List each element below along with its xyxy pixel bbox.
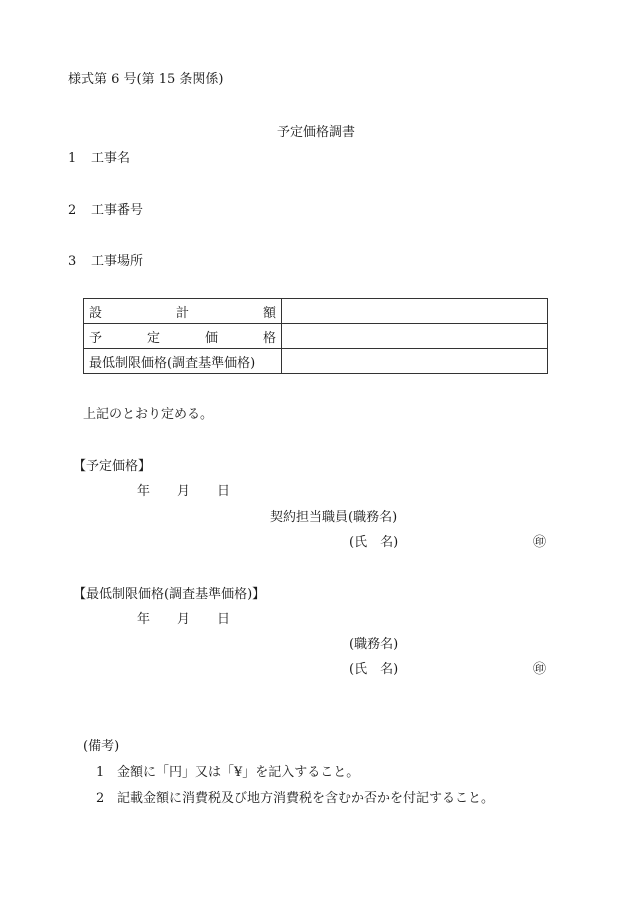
section-heading: 【最低制限価格(調査基準価格)】: [73, 587, 266, 602]
table-row: [84, 324, 548, 349]
item-label: 工事場所: [91, 254, 144, 269]
date-day: 日: [217, 484, 231, 499]
item-number: 1: [68, 151, 77, 166]
label-char: 設: [89, 305, 103, 321]
minimum-price-value: [282, 349, 548, 374]
date-year: 年: [137, 612, 151, 627]
note-text: 記載金額に消費税及び地方消費税を含むか否かを付記すること。: [117, 791, 495, 806]
note-number: 2: [96, 791, 105, 806]
notes-heading: (備考): [83, 739, 120, 754]
item-label: 工事番号: [91, 203, 144, 218]
label-char: 価: [204, 330, 218, 346]
label-char: 計: [175, 305, 189, 321]
note-number: 1: [96, 765, 105, 780]
item-label: 工事名: [91, 151, 131, 166]
label-char: 額: [262, 305, 276, 321]
label-char: 格: [262, 330, 276, 346]
table-label-cell: [84, 324, 282, 349]
item-number: 3: [68, 254, 77, 269]
table-label-cell: [84, 299, 282, 324]
form-header: 様式第 6 号(第 15 条関係): [68, 72, 224, 87]
official-title: (職務名): [349, 637, 399, 652]
seal-mark: ㊞: [533, 662, 547, 677]
planned-price-value: [282, 324, 548, 349]
date-day: 日: [217, 612, 231, 627]
table-row: [84, 349, 548, 374]
statement-text: 上記のとおり定める。: [83, 407, 214, 422]
date-year: 年: [137, 484, 151, 499]
note-text: 金額に「円」又は「¥」を記入すること。: [117, 765, 360, 780]
design-amount-value: [282, 299, 548, 324]
price-table: [83, 298, 548, 374]
label-char: 予: [89, 330, 103, 346]
date-month: 月: [177, 484, 191, 499]
seal-mark: ㊞: [533, 535, 547, 550]
date-month: 月: [177, 612, 191, 627]
table-row: [84, 299, 548, 324]
official-title: 契約担当職員(職務名): [270, 510, 398, 525]
document-title: 予定価格調書: [277, 125, 356, 140]
table-label-cell: 最低制限価格(調査基準価格): [84, 349, 282, 374]
section-heading: 【予定価格】: [73, 459, 152, 474]
label-char: 定: [146, 330, 160, 346]
item-number: 2: [68, 203, 77, 218]
name-label: (氏 名): [349, 662, 399, 677]
name-label: (氏 名): [349, 535, 399, 550]
